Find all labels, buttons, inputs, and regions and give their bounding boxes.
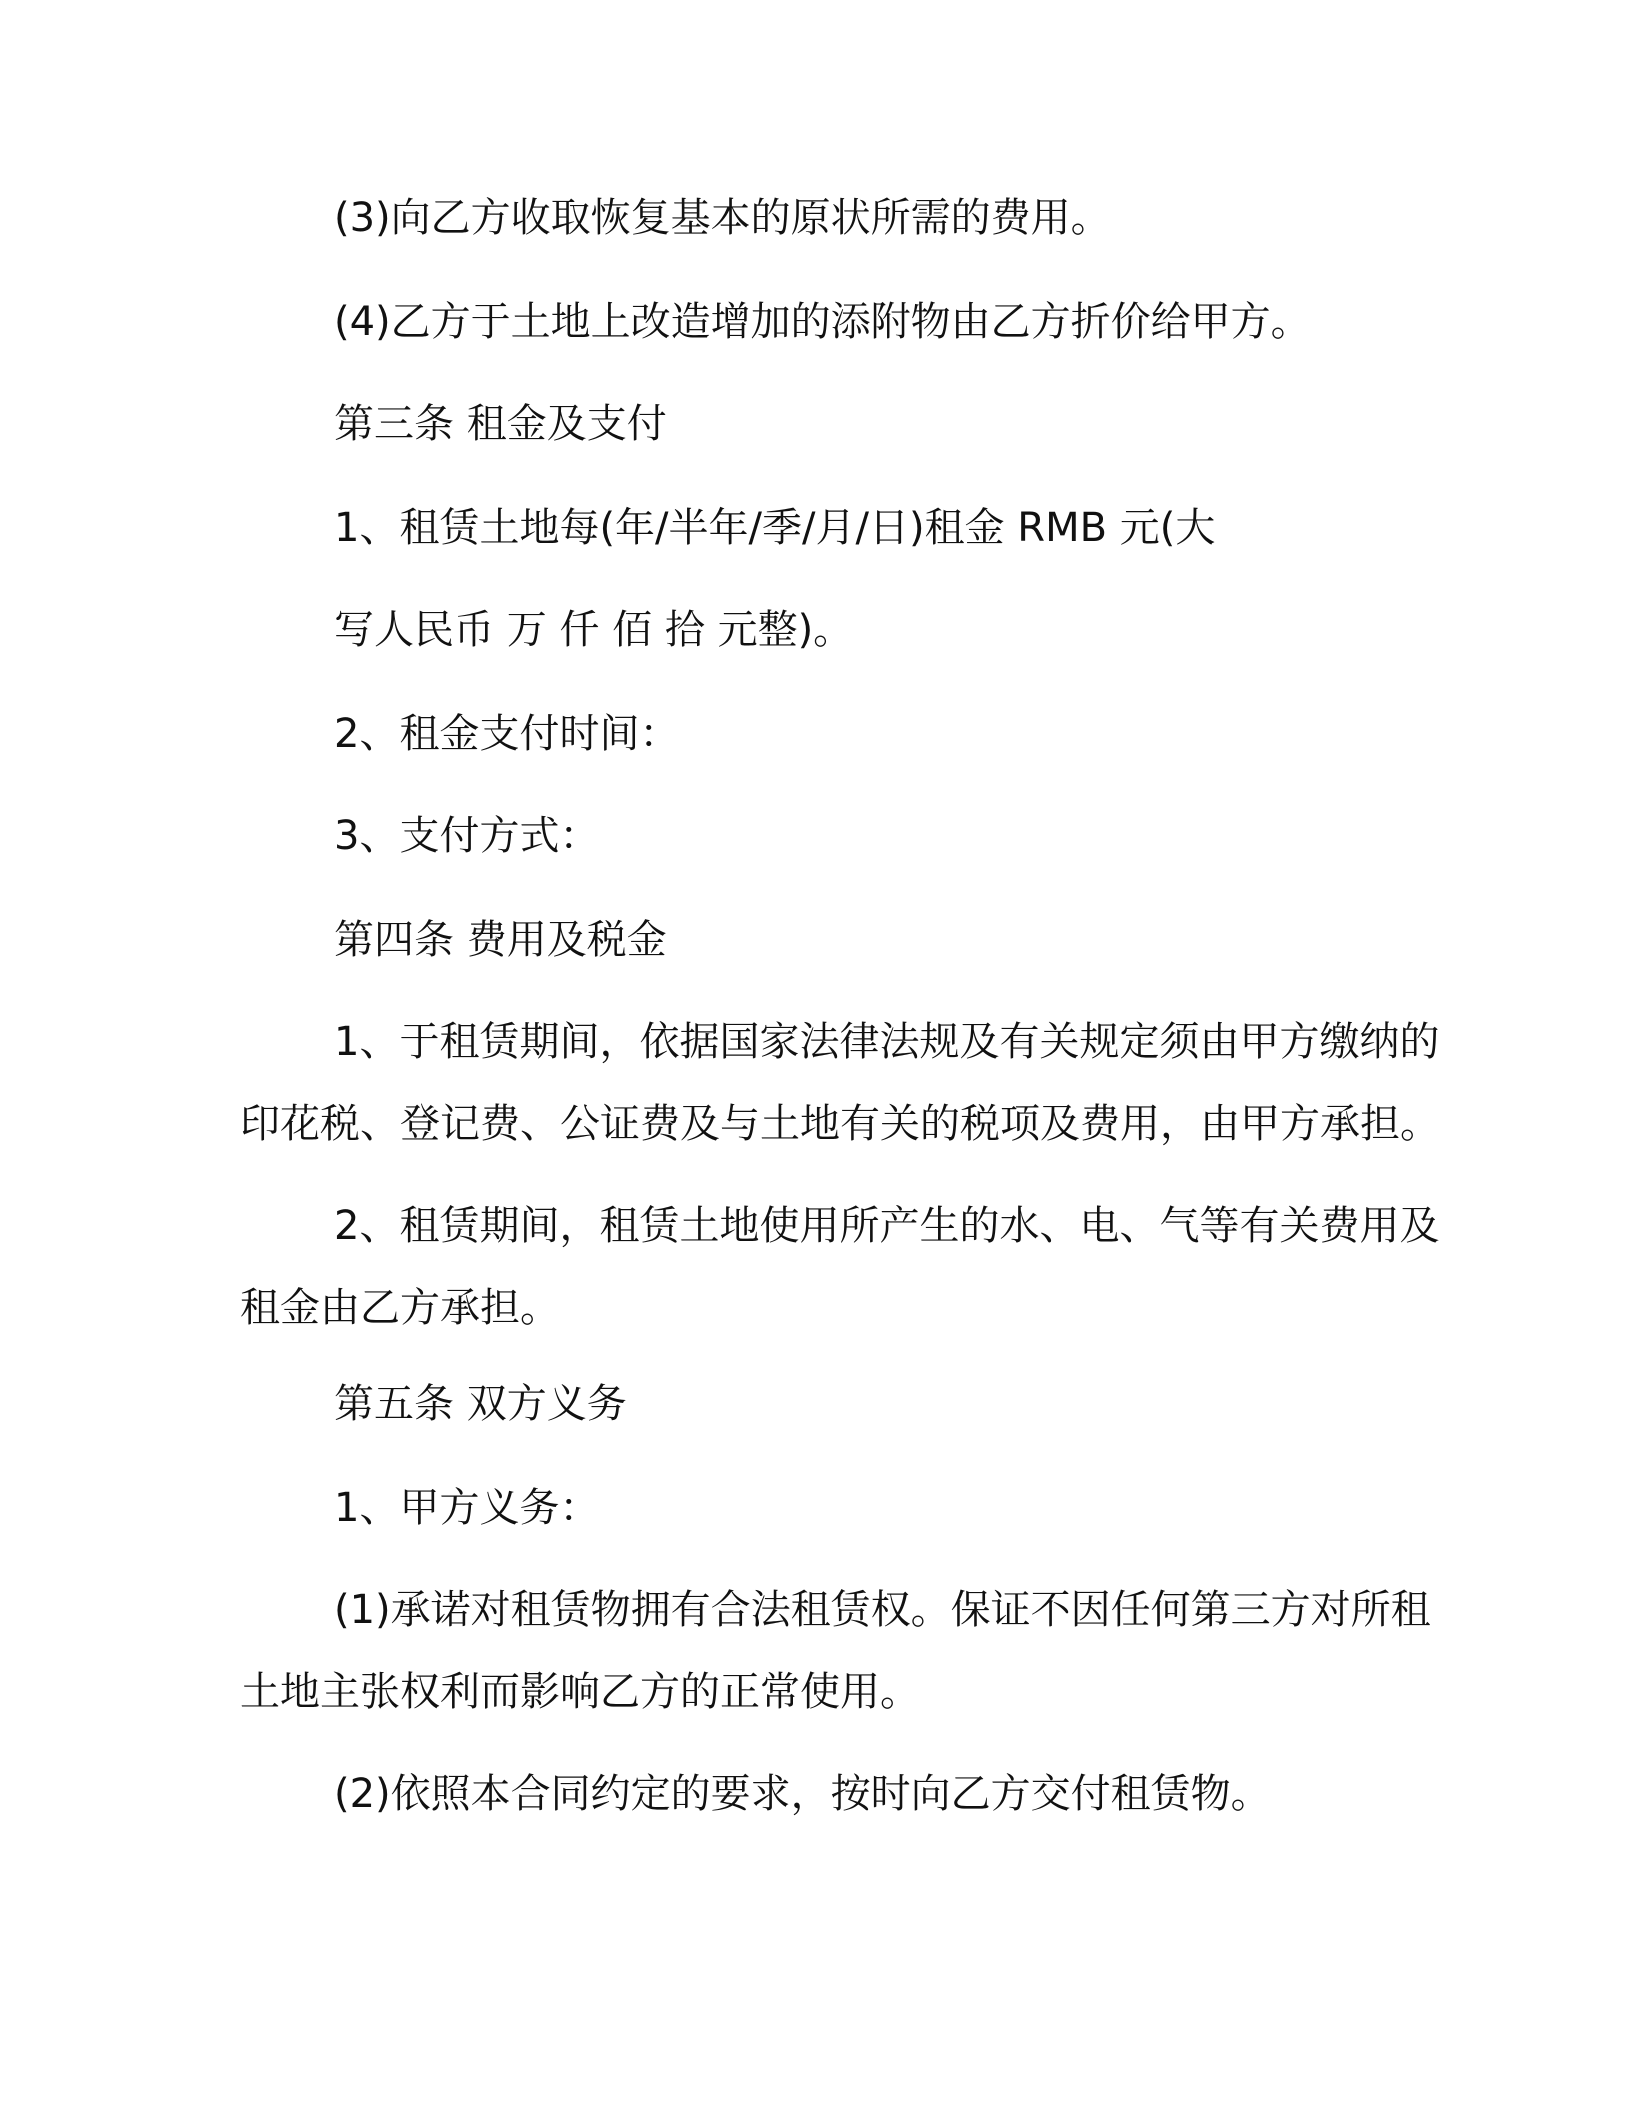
paragraph-line: (1)承诺对租赁物拥有合法租赁权。保证不因任何第三方对所租 xyxy=(334,1587,1431,1633)
paragraph-line: 1、租赁土地每(年/半年/季/月/日)租金 RMB 元(大 xyxy=(334,505,1216,551)
section-heading: 第五条 双方义务 xyxy=(334,1381,627,1427)
paragraph-line: 写人民币 万 仟 佰 拾 元整)。 xyxy=(334,607,854,653)
paragraph-line: 1、甲方义务： xyxy=(334,1485,600,1531)
paragraph-line: 租金由乙方承担。 xyxy=(240,1285,560,1331)
paragraph-line: 3、支付方式： xyxy=(334,813,600,859)
paragraph-line: (4)乙方于土地上改造增加的添附物由乙方折价给甲方。 xyxy=(334,299,1311,345)
section-heading: 第三条 租金及支付 xyxy=(334,401,667,447)
paragraph-line: (3)向乙方收取恢复基本的原状所需的费用。 xyxy=(334,195,1111,241)
paragraph-line: 2、租赁期间，租赁土地使用所产生的水、电、气等有关费用及 xyxy=(334,1203,1440,1249)
section-heading: 第四条 费用及税金 xyxy=(334,917,667,963)
paragraph-line: 印花税、登记费、公证费及与土地有关的税项及费用，由甲方承担。 xyxy=(240,1101,1440,1147)
paragraph-line: 2、租金支付时间： xyxy=(334,711,680,757)
paragraph-line: 土地主张权利而影响乙方的正常使用。 xyxy=(240,1669,920,1715)
paragraph-line: (2)依照本合同约定的要求，按时向乙方交付租赁物。 xyxy=(334,1771,1271,1817)
paragraph-line: 1、于租赁期间，依据国家法律法规及有关规定须由甲方缴纳的 xyxy=(334,1019,1440,1065)
